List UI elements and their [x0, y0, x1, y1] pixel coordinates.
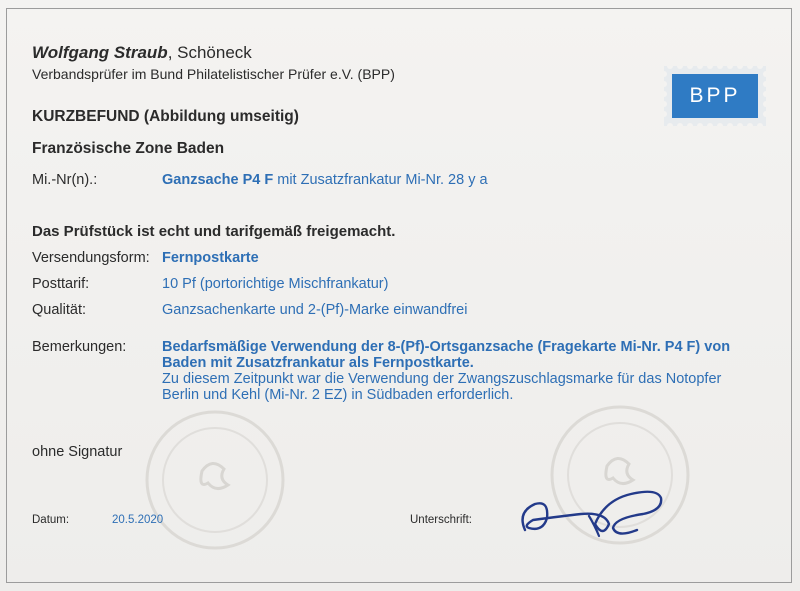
field-value-quality: Ganzsachenkarte und 2-(Pf)-Marke einwandfrei [162, 302, 468, 318]
date-value: 20.5.2020 [112, 514, 164, 526]
remarks-line-3: Zu diesem Zeitpunkt war die Verwendung der Zwangszuschlagsmarke für das Notopfer [162, 371, 722, 387]
bpp-logo [664, 66, 766, 126]
examiner-line [32, 43, 252, 63]
catalog-value-bold: Ganzsache P4 F [162, 172, 274, 188]
date-label: Datum: [32, 514, 70, 526]
field-value-shipping: Fernpostkarte [162, 250, 259, 266]
document-title: KURZBEFUND (Abbildung umseitig) [32, 108, 299, 125]
signature-note: ohne Signatur [32, 444, 123, 460]
catalog-value-rest: mit Zusatzfrankatur Mi-Nr. 28 y a [273, 172, 488, 188]
field-label-shipping: Versendungsform: [32, 250, 150, 266]
remarks-line-2: Baden mit Zusatzfrankatur als Fernpostkarte. [162, 355, 474, 371]
bpp-logo-text: BPP [672, 74, 758, 118]
field-label-tariff: Posttarif: [32, 276, 90, 292]
remarks-label: Bemerkungen: [32, 339, 127, 355]
subject-heading: Französische Zone Baden [32, 140, 225, 157]
remarks-line-1: Bedarfsmäßige Verwendung der 8-(Pf)-Ortsganzsache (Fragekarte Mi-Nr. P4 F) von [162, 339, 731, 355]
field-label-quality: Qualität: [32, 302, 86, 318]
field-value-tariff: 10 Pf (portorichtige Mischfrankatur) [162, 276, 389, 292]
catalog-label: Mi.-Nr(n).: [32, 172, 98, 188]
examiner-place: , Schöneck [167, 43, 252, 62]
catalog-value [162, 172, 488, 188]
examiner-name: Wolfgang Straub [32, 43, 168, 62]
association-line: Verbandsprüfer im Bund Philatelistischer Prüfer e.V. (BPP) [32, 66, 395, 82]
embossed-seal-left-icon [140, 405, 290, 555]
remarks-text [162, 339, 730, 403]
signature-label: Unterschrift: [410, 514, 472, 526]
result-statement: Das Prüfstück ist echt und tarifgemäß freigemacht. [32, 223, 396, 240]
remarks-line-4: Berlin und Kehl (Mi-Nr. 2 EZ) in Südbaden erforderlich. [162, 387, 514, 403]
handwritten-signature-icon [505, 470, 705, 550]
